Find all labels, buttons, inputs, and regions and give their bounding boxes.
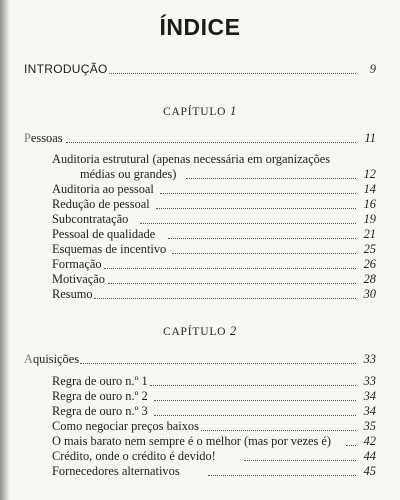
dot-leader xyxy=(66,142,356,143)
toc-entry-label: Crédito, onde o crédito é devido! xyxy=(52,449,216,463)
toc-entry[interactable] xyxy=(0,182,400,197)
dot-leader xyxy=(156,208,356,209)
toc-entry[interactable] xyxy=(0,272,400,287)
dot-leader xyxy=(244,460,356,461)
dot-leader xyxy=(346,445,356,446)
toc-entry-page: 28 xyxy=(363,272,376,286)
dot-leader xyxy=(108,73,356,74)
toc-entry-page: 34 xyxy=(363,389,376,403)
toc-entry[interactable] xyxy=(0,464,400,479)
dot-leader xyxy=(154,415,356,416)
dot-leader xyxy=(172,253,356,254)
chapter-heading-word: CAPÍTULO xyxy=(162,326,227,338)
chapter-heading-word: CAPÍTULO xyxy=(162,106,227,118)
toc-entry-page: 21 xyxy=(363,227,376,241)
dot-leader xyxy=(160,193,356,194)
dot-leader xyxy=(104,268,356,269)
toc-entry[interactable] xyxy=(0,257,400,272)
dot-leader xyxy=(140,223,356,224)
toc-entry-page: 34 xyxy=(363,404,376,418)
toc-section-pessoas[interactable] xyxy=(0,131,400,146)
dot-leader xyxy=(186,178,356,179)
toc-entry-page: 25 xyxy=(363,242,376,256)
toc-entry[interactable] xyxy=(0,212,400,227)
dot-leader xyxy=(80,363,356,364)
chapter-heading-1 xyxy=(0,104,400,119)
toc-entry[interactable] xyxy=(0,374,400,389)
toc-entry-label: Regra de ouro n.º 3 xyxy=(52,404,148,418)
dot-leader xyxy=(196,430,356,431)
toc-entry[interactable] xyxy=(0,434,400,449)
toc-entry-introducao[interactable] xyxy=(0,62,400,77)
toc-entry-page: 35 xyxy=(363,419,376,433)
toc-entry-label: médias ou grandes) xyxy=(80,167,177,181)
toc-entry-page: 42 xyxy=(363,434,376,448)
toc-entry-label: Regra de ouro n.º 2 xyxy=(52,389,148,403)
toc-entry-label: Como negociar preços baixos xyxy=(52,419,199,433)
dot-leader xyxy=(154,400,356,401)
toc-entry-label: Auditoria ao pessoal xyxy=(52,182,154,196)
toc-entry-page: 33 xyxy=(363,374,376,388)
toc-entry-label: Motivação xyxy=(52,272,105,286)
toc-entry-page: 16 xyxy=(363,197,376,211)
toc-entry-page: 12 xyxy=(363,167,376,181)
toc-entry-label: O mais barato nem sempre é o melhor (mas por vezes é) xyxy=(52,434,332,448)
chapter-heading-number: 2 xyxy=(229,324,237,338)
toc-entry-label: Resumo xyxy=(52,287,93,301)
chapter-heading-2 xyxy=(0,324,400,339)
toc-section-page: 11 xyxy=(364,131,376,145)
toc-entry[interactable] xyxy=(0,197,400,212)
page-title: ÍNDICE xyxy=(159,14,241,40)
toc-entry[interactable] xyxy=(0,389,400,404)
toc-entry[interactable] xyxy=(0,167,400,182)
toc-entry-page: 19 xyxy=(363,212,376,226)
toc-entry-label: Formação xyxy=(52,257,102,271)
toc-entry-label: Redução de pessoal xyxy=(52,197,150,211)
toc-entry-label: Pessoal de qualidade xyxy=(52,227,156,241)
toc-entry-page: 14 xyxy=(363,182,376,196)
toc-entry-page: 44 xyxy=(363,449,376,463)
chapter-heading-number: 1 xyxy=(229,104,237,118)
toc-entry-label: INTRODUÇÃO xyxy=(24,62,108,76)
toc-section-label: Pessoas xyxy=(24,131,63,145)
toc-section-aquisicoes[interactable] xyxy=(0,352,400,367)
toc-entry-label-line1: Auditoria estrutural (apenas necessária em organizações xyxy=(52,152,331,166)
toc-section-label: Aquisições xyxy=(24,352,80,366)
toc-section-page: 33 xyxy=(363,352,376,366)
dot-leader xyxy=(168,238,356,239)
toc-entry[interactable] xyxy=(0,227,400,242)
toc-entry-page: 26 xyxy=(363,257,376,271)
toc-entry-label: Fornecedores alternativos xyxy=(52,464,180,478)
toc-entry[interactable] xyxy=(0,242,400,257)
dot-leader xyxy=(108,283,356,284)
toc-entry[interactable] xyxy=(0,449,400,464)
dot-leader xyxy=(94,298,356,299)
toc-entry-label: Regra de ouro n.º 1 xyxy=(52,374,148,388)
toc-entry-page: 45 xyxy=(363,464,376,478)
dot-leader xyxy=(208,475,356,476)
toc-entry-label: Subcontratação xyxy=(52,212,129,226)
dot-leader xyxy=(150,385,356,386)
toc-entry-label: Esquemas de incentivo xyxy=(52,242,167,256)
toc-entry[interactable] xyxy=(0,287,400,302)
toc-entry[interactable] xyxy=(0,404,400,419)
toc-entry-page: 9 xyxy=(369,62,376,76)
toc-entry-page: 30 xyxy=(363,287,376,301)
toc-entry[interactable] xyxy=(0,419,400,434)
